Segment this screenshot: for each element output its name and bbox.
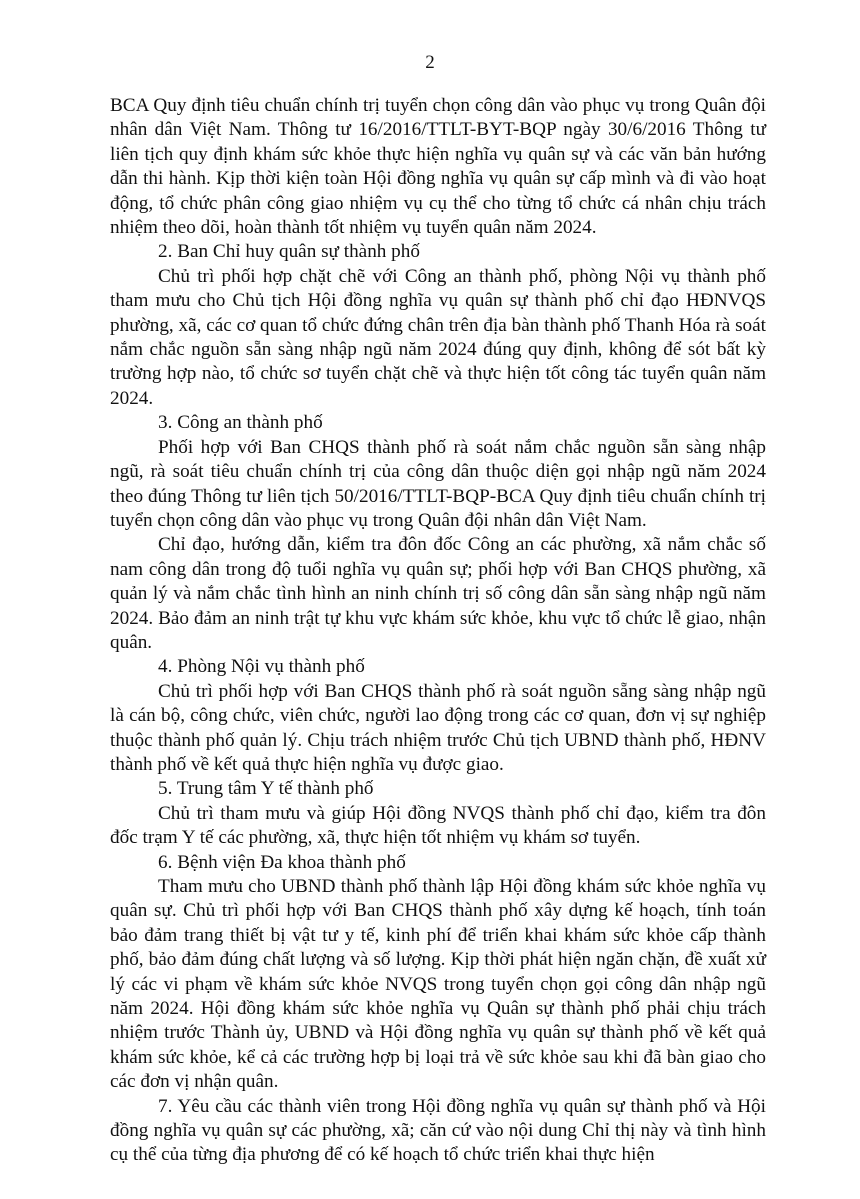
section-heading-hospital: 6. Bệnh viện Đa khoa thành phố bbox=[158, 851, 406, 873]
section-heading-police: 3. Công an thành phố bbox=[158, 412, 323, 434]
page-number: 2 bbox=[425, 52, 435, 73]
document-body bbox=[110, 94, 766, 1168]
section-heading-home-affairs: 4. Phòng Nội vụ thành phố bbox=[158, 656, 365, 678]
paragraph-military-command: Chủ trì phối hợp chặt chẽ với Công an thành phố, phòng Nội vụ thành phố tham mưu cho Chủ tịch Hội đồng nghĩa vụ quân sự thành phố chỉ đạo HĐNVQS phường, xã, các cơ quan tổ chức đứng chân trên địa bàn thành phố Thanh Hóa rà soát nắm chắc nguồn sẵn sàng nhập ngũ năm 2024 đúng quy định, không để sót bất kỳ trường hợp nào, tổ chức sơ tuyển chặt chẽ và thực hiện tốt công tác tuyển quân năm 2024. bbox=[110, 265, 766, 409]
paragraph-hospital: Tham mưu cho UBND thành phố thành lập Hội đồng khám sức khỏe nghĩa vụ quân sự. Chủ trì phối hợp với Ban CHQS thành phố xây dựng kế hoạch, tính toán bảo đảm trang thiết bị vật tư y tế, kinh phí để triển khai khám sức khỏe cấp thành phố, bảo đảm đúng chất lượng và số lượng. Kịp thời phát hiện ngăn chặn, đề xuất xử lý các vi phạm về khám sức khỏe NVQS trong tuyển chọn gọi công dân nhập ngũ năm 2024. Hội đồng khám sức khỏe nghĩa vụ Quân sự thành phố phải chịu trách nhiệm trước Thành ủy, UBND và Hội đồng nghĩa vụ quân sự thành phố về kết quả khám sức khỏe, kể cả các trường hợp bị loại trả về sức khỏe sau khi đã bàn giao cho các đơn vị nhận quân. bbox=[110, 876, 766, 1093]
section-heading-military-command: 2. Ban Chỉ huy quân sự thành phố bbox=[158, 241, 420, 263]
paragraph-continuation: BCA Quy định tiêu chuẩn chính trị tuyển chọn công dân vào phục vụ trong Quân đội nhân dân Việt Nam. Thông tư 16/2016/TTLT-BYT-BQP ngày 30/6/2016 Thông tư liên tịch quy định khám sức khỏe thực hiện nghĩa vụ quân sự và các văn bản hướng dẫn thi hành. Kịp thời kiện toàn Hội đồng nghĩa vụ quân sự cấp mình và đi vào hoạt động, tổ chức phân công giao nhiệm vụ cụ thể cho từng tổ chức cá nhân chịu trách nhiệm theo dõi, hoàn thành tốt nhiệm vụ tuyển quân năm 2024. bbox=[110, 95, 766, 239]
section-heading-health-center: 5. Trung tâm Y tế thành phố bbox=[158, 778, 374, 800]
paragraph-home-affairs: Chủ trì phối hợp với Ban CHQS thành phố rà soát nguồn sẵng sàng nhập ngũ là cán bộ, công chức, viên chức, người lao động trong các cơ quan, đơn vị sự nghiệp thuộc thành phố quản lý. Chịu trách nhiệm trước Chủ tịch UBND thành phố, HĐNV thành phố về kết quả thực hiện nghĩa vụ được giao. bbox=[110, 680, 766, 775]
paragraph-police-1: Phối hợp với Ban CHQS thành phố rà soát nắm chắc nguồn sẵn sàng nhập ngũ, rà soát tiêu chuẩn chính trị của công dân thuộc diện gọi nhập ngũ năm 2024 theo đúng Thông tư liên tịch 50/2016/TTLT-BQP-BCA Quy định tiêu chuẩn chính trị tuyển chọn công dân vào phục vụ trong Quân đội nhân dân Việt Nam. bbox=[110, 436, 766, 531]
paragraph-members-requirement: 7. Yêu cầu các thành viên trong Hội đồng nghĩa vụ quân sự thành phố và Hội đồng nghĩa vụ quân sự các phường, xã; căn cứ vào nội dung Chỉ thị này và tình hình cụ thể của từng địa phương để có kế hoạch tổ chức triển khai thực hiện bbox=[110, 1095, 766, 1166]
paragraph-health-center: Chủ trì tham mưu và giúp Hội đồng NVQS thành phố chỉ đạo, kiểm tra đôn đốc trạm Y tế các phường, xã, thực hiện tốt nhiệm vụ khám sơ tuyển. bbox=[110, 802, 766, 849]
paragraph-police-2: Chỉ đạo, hướng dẫn, kiểm tra đôn đốc Công an các phường, xã nắm chắc số nam công dân trong độ tuổi nghĩa vụ quân sự; phối hợp với Ban CHQS phường, xã quản lý và nắm chắc tình hình an ninh chính trị số công dân sẵn sàng nhập ngũ năm 2024. Bảo đảm an ninh trật tự khu vực khám sức khỏe, khu vực tổ chức lễ giao, nhận quân. bbox=[110, 534, 766, 653]
